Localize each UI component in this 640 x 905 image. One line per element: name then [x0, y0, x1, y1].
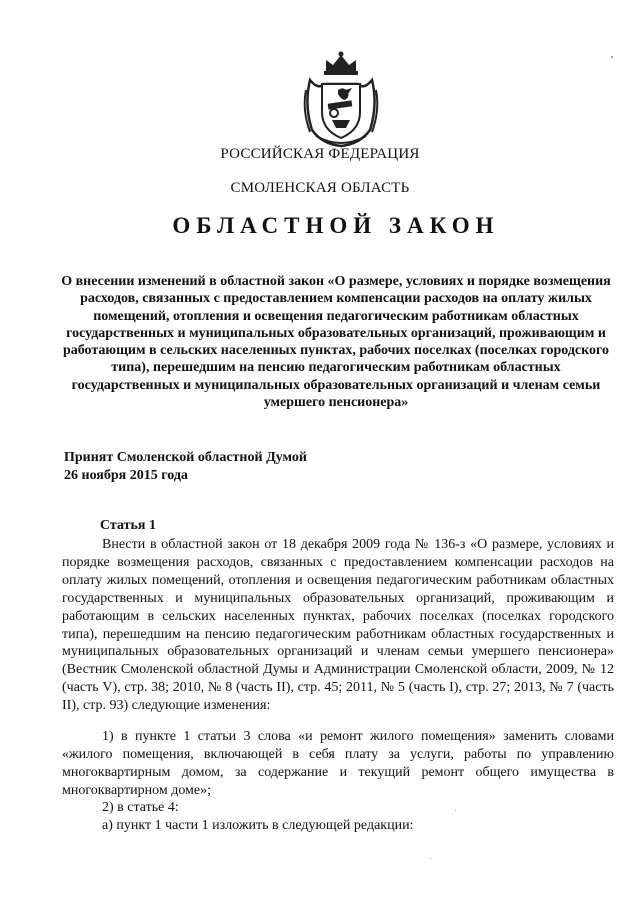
scan-speck: [611, 56, 613, 58]
scan-speck: [430, 858, 431, 859]
adoption-line-body: Принят Смоленской областной Думой: [64, 450, 307, 465]
article-paragraph: Внести в областной закон от 18 декабря 2009 года № 136-з «О размере, условиях и порядке возмещения расходов, связанных с предоставлением компенсации расходов на оплату жилых помещений, отопления и освещения педагогическим работникам областных государственных и муниципальных образовательных организаций, проживающим и работающим в сельских населенных пунктах, рабочих поселках (поселках городского типа), перешедшим на пенсию педагогическим работникам областных государственных и муниципальных образовательных организаций и членам семьи умершего пенсионера» (Вестник Смоленской областной Думы и Администрации Смоленской области, 2009, № 12 (часть V), стр. 38; 2010, № 8 (часть II), стр. 45; 2011, № 5 (часть I), стр. 27; 2013, № 7 (часть II), стр. 93) следующие изменения:: [62, 537, 614, 714]
adoption-note: [64, 449, 307, 485]
amendment-item-1: 1) в пункте 1 статьи 3 слова «и ремонт жилого помещения» заменить словами «жилого помещения, включающей в себя плату за услуги, работы по управлению многоквартирным домом, за содержание и текущий ремонт общего имущества в многоквартирном доме»;: [62, 729, 614, 798]
country-name: РОССИЙСКАЯ ФЕДЕРАЦИЯ: [220, 146, 420, 162]
region-name: СМОЛЕНСКАЯ ОБЛАСТЬ: [230, 180, 410, 196]
article-heading: Статья 1: [100, 518, 156, 533]
adoption-line-date: 26 ноября 2015 года: [64, 468, 188, 483]
amendment-item-2: 2) в статье 4:: [102, 800, 179, 815]
scan-speck: [455, 810, 456, 811]
law-title: О внесении изменений в областной закон «О размере, условиях и порядке возмещения расходов, связанных с предоставлением компенсации расходов на оплату жилых помещений, отопления и освещения педагогическим работникам областных государственных и муниципальных образовательных организаций, проживающим и работающим в сельских населенных пунктах, рабочих поселках (поселках городского типа), перешедшим на пенсию педагогическим работникам областных государственных и муниципальных образовательных организаций и членам семьи умершего пенсионера»: [61, 274, 611, 411]
amendment-item-2a: а) пункт 1 части 1 изложить в следующей редакции:: [102, 818, 414, 833]
document-type-heading: ОБЛАСТНОЙ ЗАКОН: [172, 213, 500, 238]
coat-of-arms-icon: [302, 50, 380, 148]
